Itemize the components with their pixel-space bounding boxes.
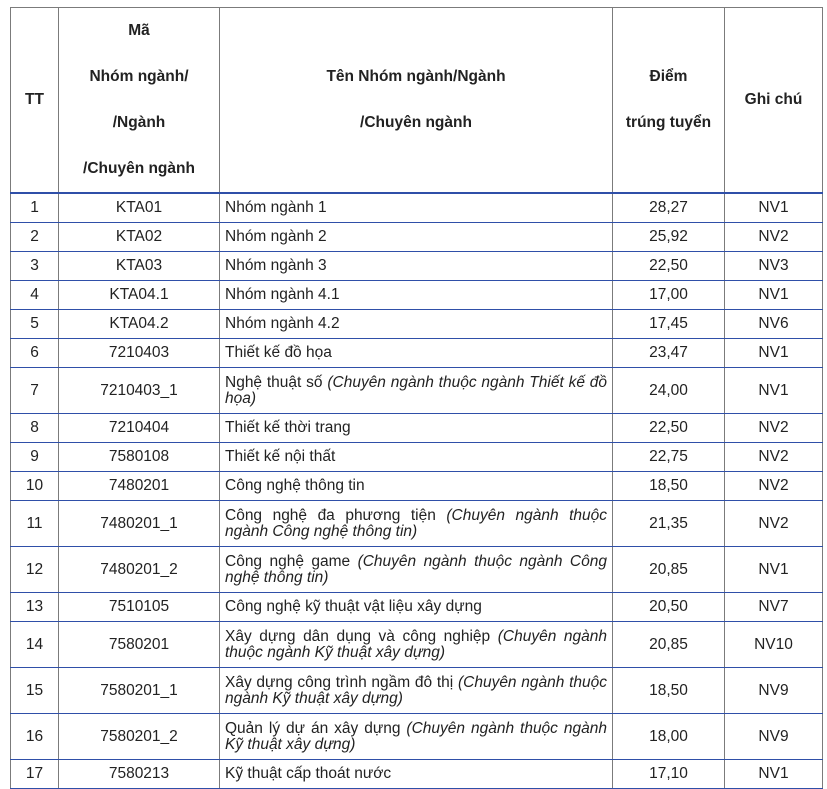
cell-name-text: Thiết kế thời trang (225, 419, 351, 436)
table-row (11, 547, 823, 593)
table-body (11, 193, 823, 789)
cell-name-text: Công nghệ đa phương tiện (225, 506, 447, 524)
cell-score: 22,75 (613, 443, 725, 472)
table-row (11, 714, 823, 760)
cell-note: NV2 (725, 414, 823, 443)
cell-note: NV10 (725, 622, 823, 668)
table-row (11, 368, 823, 414)
header-score-line: trúng tuyển (625, 114, 712, 131)
cell-name-note: (Chuyên ngành thuộc ngành Kỹ thuật xây dựng) (225, 627, 607, 661)
cell-tt: 15 (11, 668, 59, 714)
header-code-line: /Ngành (112, 114, 166, 131)
cell-code: KTA02 (59, 223, 220, 252)
table-row (11, 593, 823, 622)
cell-score: 23,47 (613, 339, 725, 368)
cell-name-text: Nghệ thuật số (225, 373, 328, 391)
table-row (11, 281, 823, 310)
cell-code: 7510105 (59, 593, 220, 622)
cell-code: 7580108 (59, 443, 220, 472)
header-name (220, 8, 613, 194)
header-name-line: Tên Nhóm ngành/Ngành (326, 68, 506, 85)
cell-tt: 10 (11, 472, 59, 501)
cell-tt: 13 (11, 593, 59, 622)
header-name-line: /Chuyên ngành (360, 114, 472, 131)
cell-name-text: Nhóm ngành 1 (225, 199, 327, 216)
cell-tt: 1 (11, 193, 59, 223)
cell-name-text: Công nghệ game (225, 552, 358, 570)
cell-name-text: Nhóm ngành 2 (225, 228, 327, 245)
cell-note: NV1 (725, 760, 823, 789)
cell-name (220, 622, 613, 668)
table-row (11, 223, 823, 252)
table-row (11, 668, 823, 714)
cell-note: NV6 (725, 310, 823, 339)
table-row (11, 414, 823, 443)
cell-code: 7210403_1 (59, 368, 220, 414)
header-note: Ghi chú (725, 8, 823, 194)
cell-name-text: Xây dựng dân dụng và công nghiệp (225, 627, 498, 645)
cell-note: NV9 (725, 714, 823, 760)
cell-tt: 7 (11, 368, 59, 414)
cell-note: NV2 (725, 223, 823, 252)
cell-name-text: Công nghệ kỹ thuật vật liệu xây dựng (225, 598, 482, 615)
cell-score: 20,50 (613, 593, 725, 622)
cell-note: NV2 (725, 501, 823, 547)
cell-name-text: Nhóm ngành 3 (225, 257, 327, 274)
table-header-row (11, 8, 823, 194)
cell-note: NV1 (725, 547, 823, 593)
cell-name (220, 593, 613, 622)
cell-code: 7580201 (59, 622, 220, 668)
table-row (11, 760, 823, 789)
cell-note: NV2 (725, 472, 823, 501)
cell-name (220, 472, 613, 501)
table-row (11, 339, 823, 368)
cell-name-note: (Chuyên ngành thuộc ngành Kỹ thuật xây dựng) (225, 673, 608, 707)
cell-tt: 9 (11, 443, 59, 472)
cell-tt: 16 (11, 714, 59, 760)
cell-name-text: Thiết kế đồ họa (225, 344, 332, 361)
cell-note: NV7 (725, 593, 823, 622)
cell-name-text: Nhóm ngành 4.1 (225, 286, 340, 303)
cell-score: 20,85 (613, 547, 725, 593)
cell-code: KTA04.1 (59, 281, 220, 310)
cell-code: 7580213 (59, 760, 220, 789)
cell-name (220, 223, 613, 252)
cell-score: 17,10 (613, 760, 725, 789)
header-tt: TT (11, 8, 59, 194)
cell-tt: 5 (11, 310, 59, 339)
cell-name (220, 760, 613, 789)
cell-name-note: (Chuyên ngành thuộc ngành Thiết kế đồ họa) (225, 373, 607, 407)
cell-name-note: (Chuyên ngành thuộc ngành Công nghệ thông tin) (225, 552, 607, 586)
cell-code: 7210403 (59, 339, 220, 368)
table-row (11, 193, 823, 223)
cell-note: NV1 (725, 368, 823, 414)
cell-note: NV2 (725, 443, 823, 472)
cell-code: 7580201_2 (59, 714, 220, 760)
cell-name-note: (Chuyên ngành thuộc ngành Kỹ thuật xây dựng) (225, 719, 607, 753)
cell-score: 18,00 (613, 714, 725, 760)
cell-note: NV1 (725, 281, 823, 310)
cell-name (220, 501, 613, 547)
table-row (11, 501, 823, 547)
cell-code: 7580201_1 (59, 668, 220, 714)
cell-name (220, 252, 613, 281)
cell-name (220, 668, 613, 714)
table-row (11, 252, 823, 281)
header-code-line: Mã (128, 22, 150, 39)
cell-tt: 17 (11, 760, 59, 789)
cell-name (220, 193, 613, 223)
cell-score: 22,50 (613, 252, 725, 281)
cell-note: NV3 (725, 252, 823, 281)
cell-tt: 2 (11, 223, 59, 252)
cell-code: 7480201_2 (59, 547, 220, 593)
cell-name (220, 443, 613, 472)
table-row (11, 310, 823, 339)
cell-note: NV1 (725, 339, 823, 368)
cell-name (220, 414, 613, 443)
cell-name (220, 281, 613, 310)
cell-name-text: Nhóm ngành 4.2 (225, 315, 340, 332)
cell-tt: 3 (11, 252, 59, 281)
cell-name-text: Quản lý dự án xây dựng (225, 719, 407, 737)
cell-tt: 11 (11, 501, 59, 547)
cell-tt: 6 (11, 339, 59, 368)
cell-code: KTA04.2 (59, 310, 220, 339)
cell-score: 18,50 (613, 472, 725, 501)
cell-tt: 14 (11, 622, 59, 668)
admission-scores-table (10, 7, 823, 789)
cell-code: 7210404 (59, 414, 220, 443)
cell-name-text: Kỹ thuật cấp thoát nước (225, 765, 392, 782)
header-code-line: Nhóm ngành/ (89, 68, 189, 85)
cell-score: 17,45 (613, 310, 725, 339)
cell-score: 28,27 (613, 193, 725, 223)
cell-name-text: Công nghệ thông tin (225, 477, 365, 494)
cell-code: 7480201_1 (59, 501, 220, 547)
table-row (11, 622, 823, 668)
cell-tt: 12 (11, 547, 59, 593)
cell-name-text: Thiết kế nội thất (225, 448, 336, 465)
cell-score: 25,92 (613, 223, 725, 252)
cell-tt: 4 (11, 281, 59, 310)
cell-code: KTA01 (59, 193, 220, 223)
header-score (613, 8, 725, 194)
cell-score: 21,35 (613, 501, 725, 547)
cell-score: 24,00 (613, 368, 725, 414)
cell-name-note: (Chuyên ngành thuộc ngành Công nghệ thông tin) (225, 506, 608, 540)
cell-score: 22,50 (613, 414, 725, 443)
cell-code: KTA03 (59, 252, 220, 281)
cell-name-text: Xây dựng công trình ngầm đô thị (225, 673, 458, 691)
header-code-line: /Chuyên ngành (83, 160, 195, 177)
cell-score: 18,50 (613, 668, 725, 714)
cell-score: 17,00 (613, 281, 725, 310)
cell-note: NV9 (725, 668, 823, 714)
header-score-line: Điểm (649, 68, 688, 85)
table-row (11, 443, 823, 472)
cell-note: NV1 (725, 193, 823, 223)
cell-name (220, 368, 613, 414)
cell-score: 20,85 (613, 622, 725, 668)
cell-code: 7480201 (59, 472, 220, 501)
cell-name (220, 714, 613, 760)
header-code (59, 8, 220, 194)
cell-name (220, 310, 613, 339)
cell-tt: 8 (11, 414, 59, 443)
cell-name (220, 339, 613, 368)
cell-name (220, 547, 613, 593)
table-row (11, 472, 823, 501)
